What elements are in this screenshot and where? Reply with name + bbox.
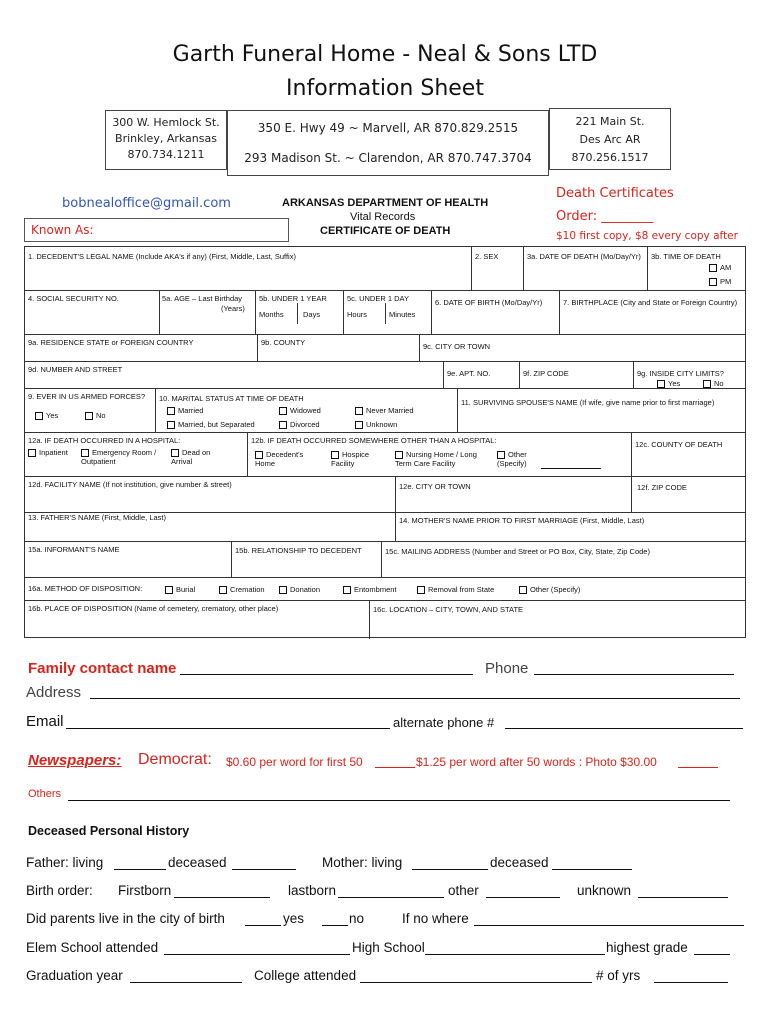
- field-age[interactable]: 5a. AGE – Last Birthday: [162, 294, 243, 303]
- death-certificate-form: [24, 246, 746, 638]
- photo-blank[interactable]: [678, 757, 718, 768]
- field-informant-name[interactable]: 15a. INFORMANT'S NAME: [28, 545, 120, 554]
- field-date-of-birth[interactable]: 6. DATE OF BIRTH (Mo/Day/Yr): [435, 298, 543, 307]
- office-email[interactable]: bobnealoffice@gmail.com: [62, 196, 231, 211]
- other-label: other: [448, 883, 479, 898]
- option-removal[interactable]: [417, 585, 494, 594]
- page-title: Garth Funeral Home - Neal & Sons LTD: [172, 42, 598, 67]
- father-deceased-input[interactable]: [232, 857, 296, 870]
- email-input[interactable]: [66, 716, 390, 729]
- death-cert-order[interactable]: Order: ________: [556, 209, 654, 224]
- email-label: Email: [26, 713, 64, 730]
- field-under-1-year[interactable]: 5b. UNDER 1 YEAR: [259, 294, 327, 303]
- option-label: Donation: [290, 585, 321, 594]
- option-label: Never Married: [366, 406, 414, 415]
- option-entombment[interactable]: [343, 585, 397, 594]
- option-nursing-home[interactable]: [395, 450, 491, 468]
- high-school-label: High School: [352, 940, 425, 955]
- option-label: Burial: [176, 585, 196, 594]
- option-label: Other (Specify): [497, 450, 527, 469]
- option-label: Emergency Room / Outpatient: [81, 448, 157, 467]
- address-brinkley: [105, 110, 227, 170]
- field-facility-name[interactable]: 12d. FACILITY NAME (If not institution, give number & street): [28, 480, 232, 489]
- option-label: Married: [178, 406, 204, 415]
- alt-phone-input[interactable]: [505, 716, 743, 729]
- field-time-of-death[interactable]: 3b. TIME OF DEATH: [651, 252, 721, 261]
- field-birthplace[interactable]: 7. BIRTHPLACE (City and State or Foreign Country): [563, 298, 738, 307]
- field-county[interactable]: 9b. COUNTY: [261, 338, 306, 347]
- address-middle: [227, 110, 549, 176]
- option-pm[interactable]: [709, 277, 731, 286]
- father-living-input[interactable]: [114, 857, 166, 870]
- years-input[interactable]: [654, 970, 728, 983]
- field-sex[interactable]: 2. SEX: [475, 252, 499, 261]
- field-legal-name[interactable]: 1. DECEDENT'S LEGAL NAME (Include AKA's if any) (First, Middle, Last, Suffix): [28, 252, 296, 261]
- field-apt[interactable]: 9e. APT. NO.: [447, 369, 491, 378]
- option-label: Yes: [46, 411, 59, 420]
- address-line: 293 Madison St. ~ Clarendon, AR 870.747.3704: [244, 151, 532, 165]
- graduation-year-label: Graduation year: [26, 968, 123, 983]
- option-emergency-room[interactable]: [81, 448, 165, 466]
- option-label: Inpatient: [39, 448, 68, 457]
- option-label: No: [96, 411, 106, 420]
- address-line: 300 W. Hemlock St.: [112, 116, 220, 129]
- phone-label: Phone: [485, 660, 529, 677]
- option-unknown[interactable]: [355, 420, 397, 429]
- option-never-married[interactable]: [355, 406, 414, 415]
- age-unit: (Years): [221, 304, 245, 313]
- option-dead-on-arrival[interactable]: [171, 448, 227, 466]
- elem-school-input[interactable]: [164, 942, 350, 955]
- elem-school-label: Elem School attended: [26, 940, 159, 955]
- highest-grade-label: highest grade: [606, 940, 688, 955]
- option-label: Dead on Arrival: [171, 448, 211, 467]
- newspapers-label: Newspapers:: [28, 752, 122, 769]
- option-other[interactable]: [497, 450, 539, 468]
- label-days: Days: [303, 310, 321, 319]
- parents-city-label: Did parents live in the city of birth: [26, 911, 225, 926]
- death-cert-heading: Death Certificates: [556, 186, 674, 201]
- option-yes[interactable]: [657, 379, 680, 388]
- field-date-of-death[interactable]: 3a. DATE OF DEATH (Mo/Day/Yr): [527, 252, 641, 261]
- label-minutes: Minutes: [389, 310, 416, 319]
- field-father-name[interactable]: 13. FATHER'S NAME (First, Middle, Last): [28, 513, 166, 522]
- field-residence-state[interactable]: 9a. RESIDENCE STATE or FOREIGN COUNTRY: [28, 338, 194, 347]
- field-street[interactable]: 9d. NUMBER AND STREET: [28, 365, 123, 374]
- option-label: Nursing Home / Long Term Care Facility: [395, 450, 477, 469]
- democrat-rate-2: $1.25 per word after 50 words : Photo $30.00: [416, 755, 657, 769]
- mother-deceased-label: deceased: [490, 855, 549, 870]
- phone-input[interactable]: [534, 662, 734, 675]
- address-label: Address: [26, 684, 82, 701]
- field-informant-relationship[interactable]: 15b. RELATIONSHIP TO DECEDENT: [235, 546, 362, 555]
- lastborn-label: lastborn: [288, 883, 337, 898]
- option-widowed[interactable]: [279, 406, 321, 415]
- page-subtitle: Information Sheet: [286, 76, 484, 101]
- years-label: # of yrs: [596, 968, 641, 983]
- field-other-than-hospital[interactable]: 12b. IF DEATH OCCURRED SOMEWHERE OTHER THAN A HOSPITAL:: [251, 436, 497, 445]
- option-no[interactable]: [703, 379, 724, 388]
- no-label: no: [349, 911, 365, 926]
- option-separated[interactable]: [167, 420, 255, 429]
- unknown-label: unknown: [577, 883, 632, 898]
- label-hours: Hours: [347, 310, 368, 319]
- option-label: Married, but Separated: [178, 420, 255, 429]
- college-input[interactable]: [360, 970, 592, 983]
- option-label: Cremation: [230, 585, 265, 594]
- option-label: Divorced: [290, 420, 320, 429]
- father-deceased-label: deceased: [168, 855, 227, 870]
- option-inpatient[interactable]: [28, 448, 68, 457]
- option-decedents-home[interactable]: [255, 450, 319, 468]
- option-label: AM: [720, 263, 732, 272]
- mother-deceased-input[interactable]: [552, 857, 632, 870]
- family-contact-label: Family contact name: [28, 660, 177, 677]
- if-no-where-label: If no where: [402, 911, 469, 926]
- option-cremation[interactable]: [219, 585, 265, 594]
- option-yes[interactable]: [35, 411, 58, 420]
- option-married[interactable]: [167, 406, 203, 415]
- rate-blank[interactable]: [375, 757, 415, 768]
- if-no-where-input[interactable]: [474, 913, 744, 926]
- parents-yes-input[interactable]: [245, 913, 281, 926]
- field-under-1-day[interactable]: 5c. UNDER 1 DAY: [347, 294, 409, 303]
- firstborn-input[interactable]: [174, 885, 270, 898]
- option-label: Entombment: [354, 585, 397, 594]
- option-burial[interactable]: [165, 585, 195, 594]
- option-label: No: [714, 379, 724, 388]
- mother-living-input[interactable]: [412, 857, 488, 870]
- field-mother-name[interactable]: 14. MOTHER'S NAME PRIOR TO FIRST MARRIAGE (First, Middle, Last): [399, 516, 645, 525]
- address-input[interactable]: [90, 686, 740, 699]
- field-armed-forces[interactable]: 9. EVER IN US ARMED FORCES?: [28, 392, 146, 401]
- college-label: College attended: [254, 968, 357, 983]
- democrat-label: Democrat:: [138, 751, 212, 768]
- address-line: Brinkley, Arkansas: [115, 132, 217, 145]
- label-months: Months: [259, 310, 284, 319]
- others-label: Others: [28, 788, 62, 800]
- cert-title: CERTIFICATE OF DEATH: [320, 225, 451, 237]
- address-line: Des Arc AR: [579, 133, 641, 146]
- firstborn-label: Firstborn: [118, 883, 172, 898]
- field-informant-address[interactable]: 15c. MAILING ADDRESS (Number and Street or PO Box, City, State, Zip Code): [385, 547, 650, 556]
- address-line: 350 E. Hwy 49 ~ Marvell, AR 870.829.2515: [257, 121, 519, 135]
- field-hospital-death[interactable]: 12a. IF DEATH OCCURRED IN A HOSPITAL:: [28, 436, 181, 445]
- option-no[interactable]: [85, 411, 106, 420]
- yes-label: yes: [283, 911, 305, 926]
- address-line: 870.256.1517: [571, 151, 649, 164]
- option-label: Yes: [668, 379, 681, 388]
- others-input[interactable]: [68, 790, 730, 801]
- cert-agency: ARKANSAS DEPARTMENT OF HEALTH: [282, 197, 489, 209]
- parents-no-input[interactable]: [322, 913, 348, 926]
- option-am[interactable]: [709, 263, 731, 272]
- alt-phone-label: alternate phone #: [393, 715, 495, 730]
- option-label: Unknown: [366, 420, 398, 429]
- birth-order-label: Birth order:: [26, 883, 93, 898]
- field-marital-status[interactable]: 10. MARITAL STATUS AT TIME OF DEATH: [159, 394, 304, 403]
- field-inside-city-limits[interactable]: 9g. INSIDE CITY LIMITS?: [637, 369, 724, 378]
- field-disposition-method[interactable]: 16a. METHOD OF DISPOSITION:: [28, 584, 143, 593]
- family-contact-input[interactable]: [180, 662, 473, 675]
- cert-subtitle: Vital Records: [350, 211, 416, 223]
- option-donation[interactable]: [279, 585, 320, 594]
- field-spouse-name[interactable]: 11. SURVIVING SPOUSE'S NAME (If wife, give name prior to first marriage): [461, 398, 715, 407]
- field-death-zip[interactable]: 12f. ZIP CODE: [637, 483, 687, 492]
- high-school-input[interactable]: [425, 942, 605, 955]
- other-input[interactable]: [486, 885, 560, 898]
- field-county-of-death[interactable]: 12c. COUNTY OF DEATH: [635, 440, 723, 449]
- father-living-label: Father: living: [26, 855, 104, 870]
- field-city[interactable]: 9c. CITY OR TOWN: [423, 342, 491, 351]
- field-zip[interactable]: 9f. ZIP CODE: [523, 369, 569, 378]
- option-label: Removal from State: [428, 585, 495, 594]
- graduation-year-input[interactable]: [130, 970, 242, 983]
- option-label: Widowed: [290, 406, 321, 415]
- option-label: Other (Specify): [530, 585, 581, 594]
- unknown-input[interactable]: [638, 885, 728, 898]
- option-hospice[interactable]: [331, 450, 387, 468]
- field-disposition-location[interactable]: 16c. LOCATION – CITY, TOWN, AND STATE: [373, 605, 524, 614]
- death-cert-price: $10 first copy, $8 every copy after: [556, 230, 738, 242]
- option-label: Hospice Facility: [331, 450, 370, 469]
- known-as-field[interactable]: Known As:: [24, 218, 289, 242]
- mother-living-label: Mother: living: [322, 855, 403, 870]
- option-other-disposition[interactable]: [519, 585, 580, 594]
- highest-grade-input[interactable]: [694, 942, 730, 955]
- option-label: PM: [720, 277, 732, 286]
- field-death-city[interactable]: 12e. CITY OR TOWN: [399, 482, 471, 491]
- lastborn-input[interactable]: [338, 885, 444, 898]
- address-des-arc: [549, 108, 671, 170]
- field-ssn[interactable]: 4. SOCIAL SECURITY NO.: [28, 294, 119, 303]
- option-label: Decedent's Home: [255, 450, 304, 469]
- democrat-rate-1: $0.60 per word for first 50: [226, 755, 363, 769]
- address-line: 870.734.1211: [127, 148, 205, 161]
- option-divorced[interactable]: [279, 420, 320, 429]
- history-heading: Deceased Personal History: [28, 824, 190, 838]
- address-line: 221 Main St.: [575, 115, 645, 128]
- field-disposition-place[interactable]: 16b. PLACE OF DISPOSITION (Name of cemetery, crematory, other place): [28, 604, 279, 613]
